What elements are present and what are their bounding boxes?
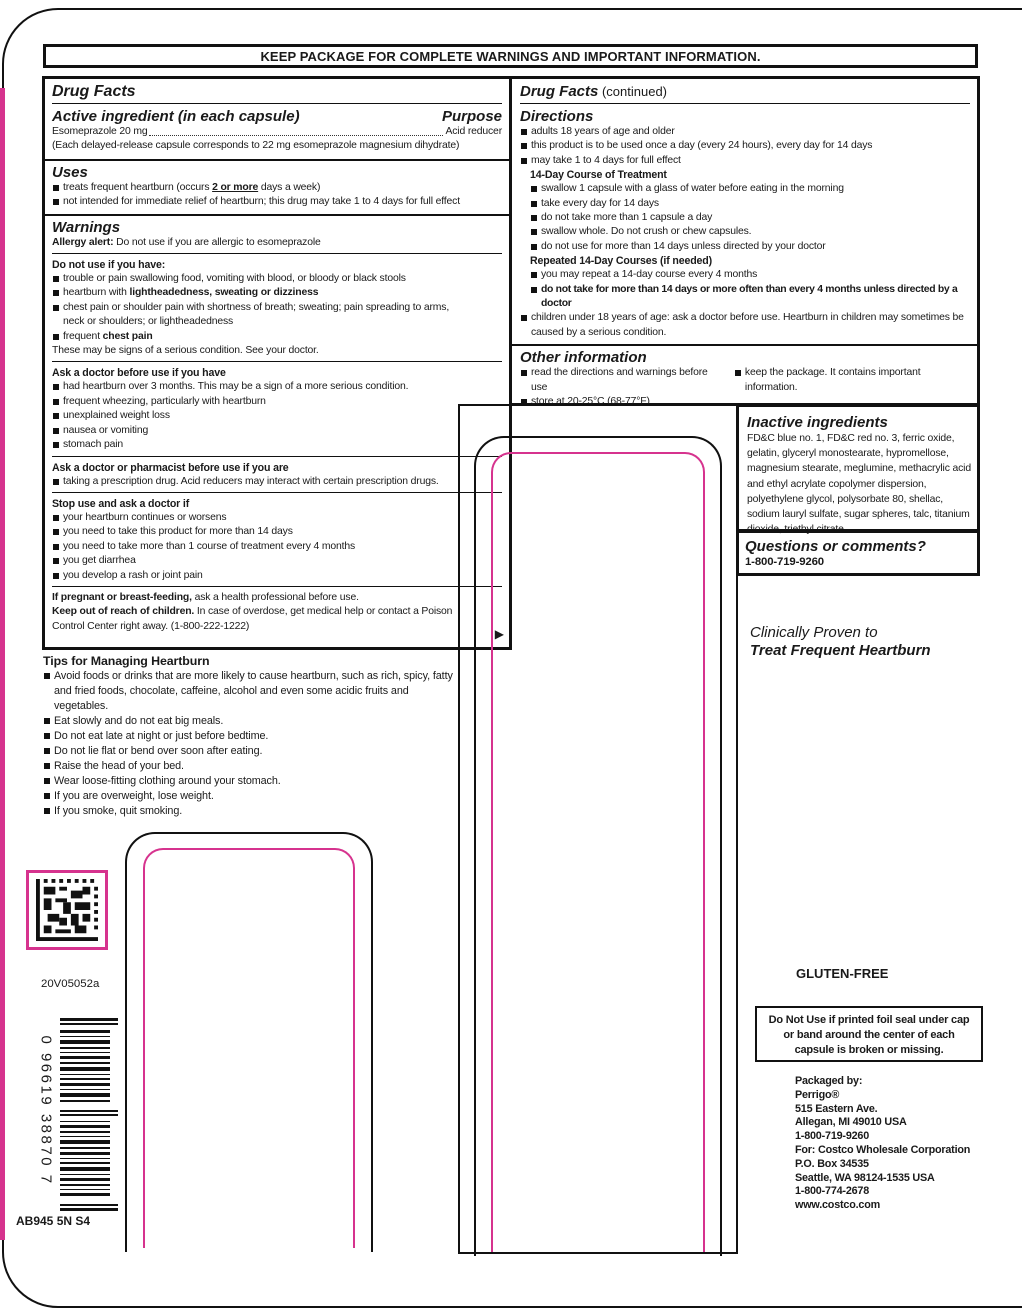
- drug-facts-title: Drug Facts: [52, 83, 136, 100]
- inactive-ingredients-box: [736, 404, 980, 536]
- tip-item: Wear loose-fitting clothing around your stomach.: [43, 774, 463, 789]
- barcode-bars-icon: [60, 1018, 118, 1214]
- small-bottle-inner: [143, 848, 355, 1248]
- drug-facts-right-panel: [509, 76, 980, 406]
- course-item: do not take more than 1 capsule a day: [530, 211, 970, 225]
- questions-heading: Questions or comments?: [745, 538, 926, 555]
- repeated-course-item: you may repeat a 14-day course every 4 months: [530, 268, 970, 282]
- ask-doctor-item: unexplained weight loss: [52, 409, 502, 423]
- claim-line-1: Clinically Proven to: [750, 624, 878, 641]
- drug-facts-continued-title: Drug Facts (continued): [520, 83, 668, 100]
- course-item: take every day for 14 days: [530, 197, 970, 211]
- ask-doctor-heading: Ask a doctor before use if you have: [52, 367, 226, 380]
- tips-heading: Tips for Managing Heartburn: [43, 654, 210, 668]
- tip-item: Avoid foods or drinks that are more likely to cause heartburn, such as rich, spicy, fatty and fried foods, chocolate, caffeine, alcohol and even some acidic fruits and vegetables.: [43, 669, 463, 714]
- do-not-use-item: chest pain or shoulder pain with shortness of breath; sweating; pain spreading to arms, neck or shoulders; or lightheadedness: [52, 301, 502, 330]
- inactive-ingredients-text: FD&C blue no. 1, FD&C red no. 3, ferric oxide, gelatin, glyceryl monostearate, hypromellose, magnesium stearate, meglumine, methacrylic acid and ethyl acrylate copolymer dispersion, polyethylene glycol, polysorbate 80, shellac, sodium lauryl sulfate, sugar spheres, talc, titanium dioxide, triethyl citrate: [747, 433, 971, 536]
- stop-use-item: your heartburn continues or worsens: [52, 511, 502, 525]
- other-information-heading: Other information: [520, 349, 647, 367]
- keep-package-banner: KEEP PACKAGE FOR COMPLETE WARNINGS AND IMPORTANT INFORMATION.: [43, 44, 978, 68]
- tip-item: If you are overweight, lose weight.: [43, 789, 463, 804]
- active-ingredient-heading: Active ingredient (in each capsule): [52, 108, 300, 125]
- allergy-alert: Allergy alert: Do not use if you are allergic to esomeprazole: [52, 236, 321, 248]
- active-ingredient-row: [52, 125, 502, 139]
- packager-line: For: Costco Wholesale Corporation: [795, 1143, 971, 1156]
- keep-out-of-reach: Keep out of reach of children. In case of overdose, get medical help or contact a Poison Control Center right away. (1-800-222-1222): [52, 606, 453, 632]
- item-code: 20V05052a: [41, 978, 100, 990]
- warnings-heading: Warnings: [52, 218, 121, 236]
- ask-pharmacist-item: taking a prescription drug. Acid reducers may interact with certain prescription drugs.: [52, 475, 502, 489]
- directions-item: may take 1 to 4 days for full effect: [520, 154, 970, 168]
- stop-use-item: you need to take more than 1 course of treatment every 4 months: [52, 540, 502, 554]
- directions-heading: Directions: [520, 108, 594, 125]
- inactive-ingredients-heading: Inactive ingredients: [747, 414, 888, 431]
- do-not-use-item: trouble or pain swallowing food, vomiting with blood, or bloody or black stools: [52, 272, 502, 286]
- packager-line: Perrigo®: [795, 1088, 840, 1101]
- ask-doctor-item: frequent wheezing, particularly with heartburn: [52, 395, 502, 409]
- course-item: do not use for more than 14 days unless directed by your doctor: [530, 240, 970, 254]
- clinical-claim: [750, 624, 931, 660]
- packager-line: Seattle, WA 98124-1535 USA: [795, 1171, 935, 1184]
- packager-line: Packaged by:: [795, 1075, 863, 1087]
- ask-doctor-item: stomach pain: [52, 438, 502, 452]
- do-not-use-note: These may be signs of a serious condition. See your doctor.: [52, 345, 319, 357]
- tip-item: Raise the head of your bed.: [43, 759, 463, 774]
- packager-line: 515 Eastern Ave.: [795, 1102, 878, 1115]
- ask-doctor-item: had heartburn over 3 months. This may be a sign of a more serious condition.: [52, 380, 502, 394]
- other-information-item: store at 20-25°C (68-77°F): [520, 395, 970, 409]
- uses-item: treats frequent heartburn (occurs 2 or more days a week): [52, 181, 502, 195]
- stop-use-item: you develop a rash or joint pain: [52, 569, 502, 583]
- datamatrix-icon: [35, 879, 99, 941]
- lot-code: AB945 5N S4: [16, 1214, 91, 1228]
- tip-item: Do not eat late at night or just before bedtime.: [43, 729, 463, 744]
- active-ingredient-note: (Each delayed-release capsule corresponds to 22 mg esomeprazole magnesium dihydrate): [52, 140, 460, 152]
- directions-item: adults 18 years of age and older: [520, 125, 970, 139]
- uses-heading: Uses: [52, 163, 88, 181]
- tips-section: [43, 654, 463, 819]
- stop-use-heading: Stop use and ask a doctor if: [52, 497, 190, 510]
- tip-item: Eat slowly and do not eat big meals.: [43, 714, 463, 729]
- questions-box: [736, 530, 980, 576]
- tip-item: If you smoke, quit smoking.: [43, 804, 463, 819]
- questions-phone: 1-800-719-9260: [745, 556, 824, 568]
- packager-line: www.costco.com: [795, 1199, 880, 1212]
- do-not-use-heading: Do not use if you have:: [52, 259, 166, 272]
- gluten-free-label: GLUTEN-FREE: [796, 966, 889, 981]
- barcode-digits: 0 96619 38870 7: [37, 1035, 55, 1186]
- large-bottle-inner: [491, 452, 705, 1252]
- uses-item: not intended for immediate relief of heartburn; this drug may take 1 to 4 days for full effect: [52, 195, 502, 209]
- datamatrix-code: [26, 870, 108, 950]
- stop-use-item: you get diarrhea: [52, 554, 502, 568]
- packager-line: Allegan, MI 49010 USA: [795, 1116, 907, 1129]
- directions-item: children under 18 years of age: ask a doctor before use. Heartburn in children may sometimes be caused by a serious condition.: [520, 311, 970, 340]
- seal-warning-box: [755, 1006, 983, 1062]
- do-not-use-item: heartburn with lightheadedness, sweating or dizziness: [52, 286, 502, 300]
- do-not-use-item: frequent chest pain: [52, 330, 502, 344]
- course-heading: 14-Day Course of Treatment: [530, 169, 667, 182]
- ask-pharmacist-heading: Ask a doctor or pharmacist before use if you are: [52, 461, 289, 474]
- pregnancy-warning: If pregnant or breast-feeding, ask a health professional before use.: [52, 591, 359, 603]
- continue-arrow-icon: ▶: [494, 627, 504, 641]
- course-item: swallow 1 capsule with a glass of water before eating in the morning: [530, 182, 970, 196]
- other-information-item: keep the package. It contains important information.: [734, 366, 970, 395]
- repeated-course-item: do not take for more than 14 days or more often than every 4 months unless directed by a doctor: [530, 283, 970, 312]
- drug-facts-left-panel: [42, 76, 512, 650]
- active-ingredient-purpose: Acid reducer: [445, 126, 502, 137]
- packager-info: [795, 1075, 970, 1213]
- other-information-item: read the directions and warnings before use: [520, 366, 722, 395]
- upc-barcode: [34, 1018, 118, 1214]
- stop-use-item: you need to take this product for more than 14 days: [52, 525, 502, 539]
- packager-line: P.O. Box 34535: [795, 1157, 869, 1170]
- packager-line: 1-800-774-2678: [795, 1185, 870, 1198]
- packager-line: 1-800-719-9260: [795, 1130, 870, 1143]
- course-item: swallow whole. Do not crush or chew capsules.: [530, 225, 970, 239]
- seal-warning-text: Do Not Use if printed foil seal under cap or band around the center of each capsule is broken or missing.: [768, 1014, 970, 1056]
- pink-edge-stripe: [0, 88, 5, 1240]
- claim-line-2: Treat Frequent Heartburn: [750, 642, 931, 659]
- directions-item: this product is to be used once a day (every 24 hours), every day for 14 days: [520, 139, 970, 153]
- purpose-heading: Purpose: [441, 108, 502, 125]
- tip-item: Do not lie flat or bend over soon after eating.: [43, 744, 463, 759]
- ask-doctor-item: nausea or vomiting: [52, 424, 502, 438]
- active-ingredient-name: Esomeprazole 20 mg: [52, 126, 148, 137]
- repeated-course-heading: Repeated 14-Day Courses (if needed): [530, 255, 712, 268]
